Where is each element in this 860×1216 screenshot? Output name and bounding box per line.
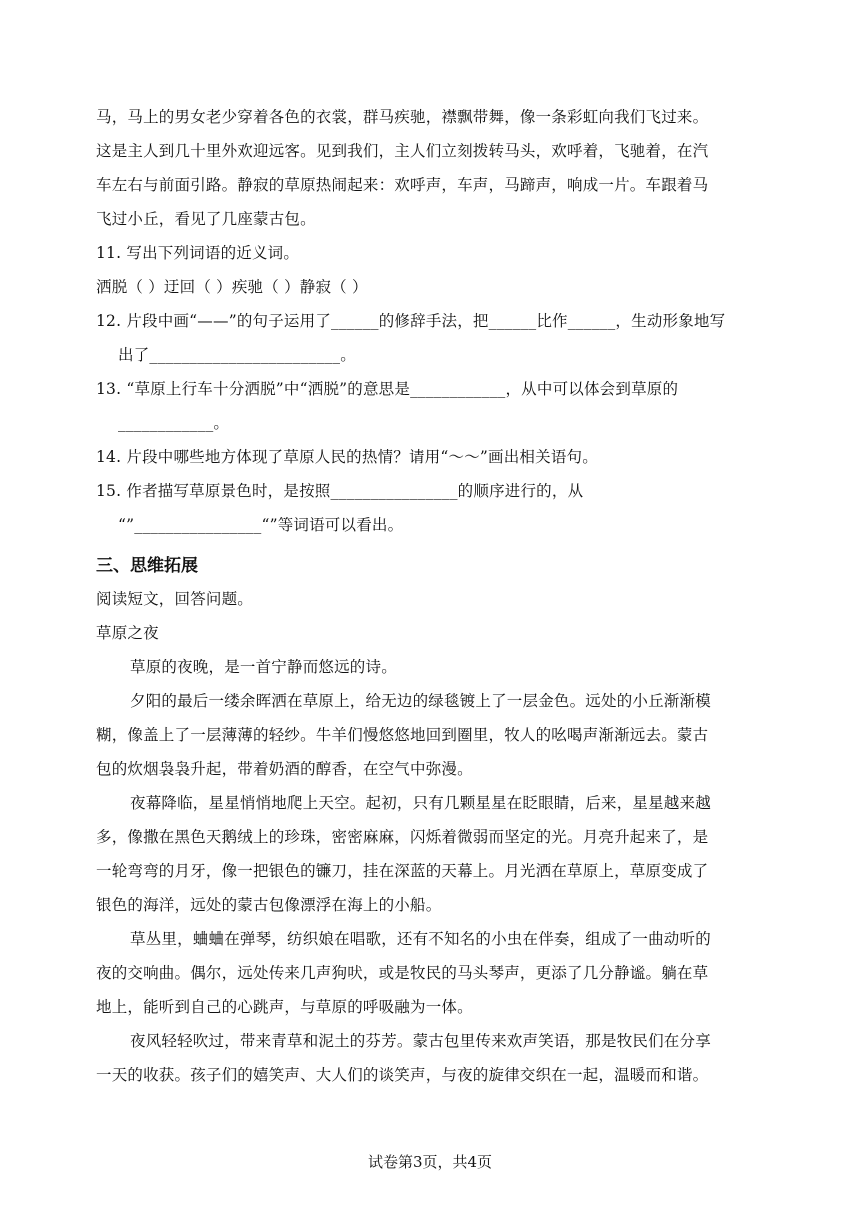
text-line: 地上，能听到自己的心跳声，与草原的呼吸融为一体。 (96, 998, 473, 1016)
question-11-blanks: 洒脱（ ）迂回（ ）疾驰（ ）静寂（ ） (96, 278, 368, 296)
text-line: 一轮弯弯的月牙，像一把银色的镰刀，挂在深蓝的天幕上。月光洒在草原上，草原变成了 (96, 862, 709, 880)
passage-paragraph-3: 夜幕降临，星星悄悄地爬上天空。起初，只有几颗星星在眨眼睛，后来，星星越来越 (130, 794, 711, 812)
passage-paragraph-4: 草丛里，蛐蛐在弹琴，纺织娘在唱歌，还有不知名的小虫在伴奏，组成了一曲动听的 (130, 930, 711, 948)
text-line: 飞过小丘，看见了几座蒙古包。 (96, 210, 316, 228)
question-15-continued: “”________________“”等词语可以看出。 (118, 516, 404, 534)
question-13-continued: ____________。 (118, 414, 230, 432)
text-line: 这是主人到几十里外欢迎远客。见到我们，主人们立刻拨转马头，欢呼着，飞驰着，在汽 (96, 142, 709, 160)
passage-title: 草原之夜 (96, 624, 159, 642)
instruction-text: 阅读短文，回答问题。 (96, 590, 254, 608)
question-11: 11. 写出下列词语的近义词。 (96, 244, 300, 262)
question-12: 12. 片段中画“——”的句子运用了______的修辞手法，把______比作______，生动形象地写 (96, 312, 726, 330)
question-13: 13. “草原上行车十分洒脱”中“洒脱”的意思是____________，从中可以体会到草原的 (96, 380, 679, 398)
passage-paragraph-2: 夕阳的最后一缕余晖洒在草原上，给无边的绿毯镀上了一层金色。远处的小丘渐渐模 (130, 692, 711, 710)
question-12-continued: 出了________________________。 (118, 346, 356, 364)
question-14: 14. 片段中哪些地方体现了草原人民的热情？请用“～～”画出相关语句。 (96, 448, 598, 466)
question-15: 15. 作者描写草原景色时，是按照________________的顺序进行的，从 (96, 482, 584, 500)
text-line: 车左右与前面引路。静寂的草原热闹起来：欢呼声，车声，马蹄声，响成一片。车跟着马 (96, 176, 709, 194)
text-line: 马，马上的男女老少穿着各色的衣裳，群马疾驰，襟飘带舞，像一条彩虹向我们飞过来。 (96, 108, 709, 126)
text-line: 多，像撒在黑色天鹅绒上的珍珠，密密麻麻，闪烁着微弱而坚定的光。月亮升起来了，是 (96, 828, 709, 846)
text-line: 包的炊烟袅袅升起，带着奶酒的醇香，在空气中弥漫。 (96, 760, 473, 778)
text-line: 糊，像盖上了一层薄薄的轻纱。牛羊们慢悠悠地回到圈里，牧人的吆喝声渐渐远去。蒙古 (96, 726, 709, 744)
passage-paragraph-1: 草原的夜晚，是一首宁静而悠远的诗。 (130, 658, 397, 676)
section-heading: 三、思维拓展 (96, 556, 198, 576)
text-line: 银色的海洋，远处的蒙古包像漂浮在海上的小船。 (96, 896, 442, 914)
passage-paragraph-5: 夜风轻轻吹过，带来青草和泥土的芬芳。蒙古包里传来欢声笑语，那是牧民们在分享 (130, 1032, 711, 1050)
text-line: 一天的收获。孩子们的嬉笑声、大人们的谈笑声，与夜的旋律交织在一起，温暖而和谐。 (96, 1066, 709, 1084)
document-body (96, 100, 776, 1092)
page-footer: 试卷第3页，共4页 (367, 1153, 493, 1171)
text-line: 夜的交响曲。偶尔，远处传来几声狗吠，或是牧民的马头琴声，更添了几分静谧。躺在草 (96, 964, 709, 982)
